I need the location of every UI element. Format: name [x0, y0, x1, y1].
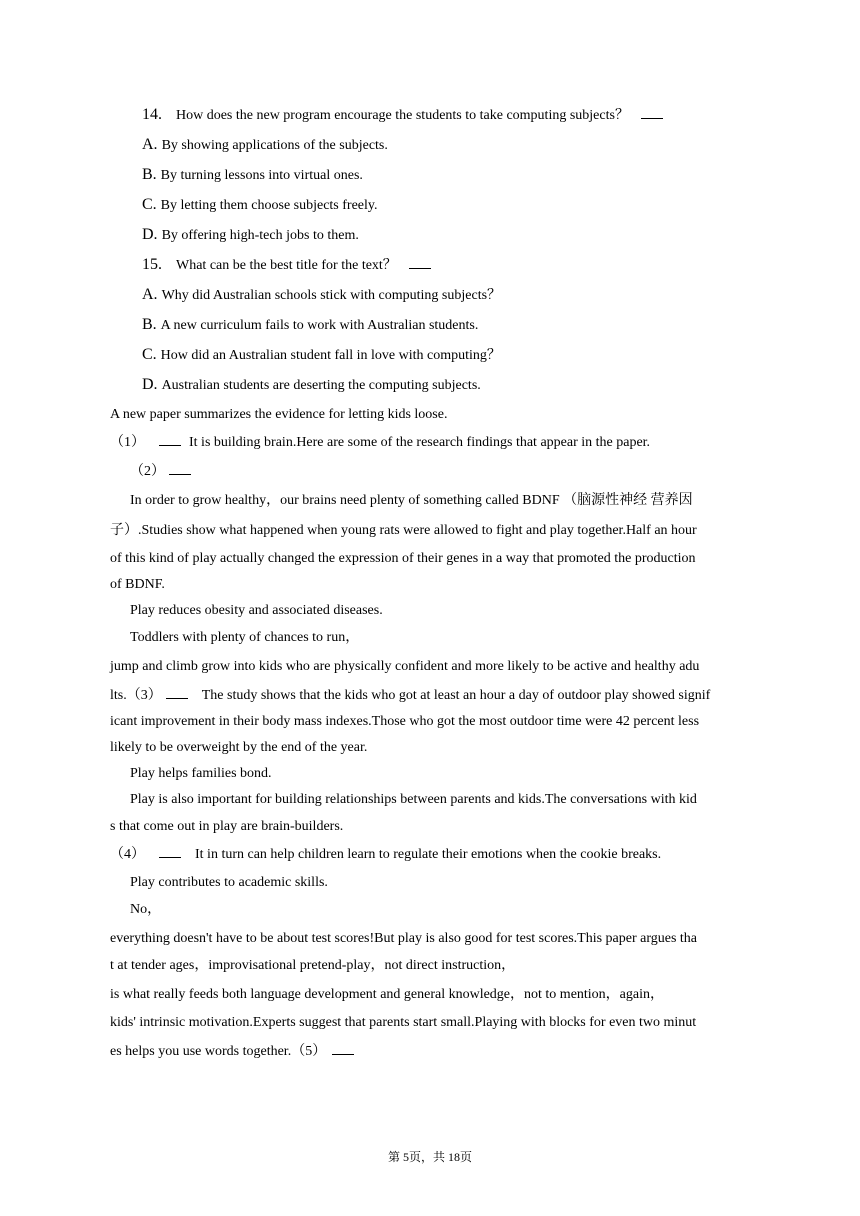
option-letter: C.	[142, 196, 157, 213]
question-number: 15.	[142, 256, 162, 273]
passage-line-blank-5	[110, 1042, 354, 1061]
option-letter: A.	[142, 136, 158, 153]
passage-line: 子）.Studies show what happened when young rats were allowed to fight and play together.Half an hour	[110, 523, 697, 538]
option-letter: C.	[142, 346, 157, 363]
passage-line: of this kind of play actually changed the expression of their genes in a way that promoted the production	[110, 551, 696, 566]
option-text: By showing applications of the subjects.	[161, 138, 388, 153]
passage-line-blank-2	[130, 462, 191, 481]
passage-line: No，	[130, 902, 162, 917]
passage-line: kids' intrinsic motivation.Experts suggest that parents start small.Playing with blocks for even two minut	[110, 1015, 697, 1030]
question-14	[142, 106, 663, 125]
passage-line: Play is also important for building relationships between parents and kids.The conversations with kid	[130, 792, 697, 807]
option-letter: B.	[142, 316, 157, 333]
answer-blank-2[interactable]	[169, 462, 191, 475]
passage-text: It in turn can help children learn to regulate their emotions when the cookie breaks.	[195, 847, 662, 862]
question-15	[142, 256, 431, 275]
passage-line: s that come out in play are brain-builders.	[110, 819, 344, 834]
option-b	[142, 166, 363, 185]
passage-line: t at tender ages，improvisational pretend-play，not direct instruction，	[110, 958, 516, 973]
answer-blank-5[interactable]	[332, 1042, 354, 1055]
question-stem: What can be the best title for the text？	[176, 258, 397, 273]
option-text: How did an Australian student fall in love with computing？	[160, 348, 501, 363]
option-text: By letting them choose subjects freely.	[160, 198, 378, 213]
option-a	[142, 136, 388, 155]
option-letter: B.	[142, 166, 157, 183]
section-heading: Play reduces obesity and associated diseases.	[130, 603, 383, 618]
option-a	[142, 286, 501, 305]
option-c	[142, 346, 501, 365]
option-text: Why did Australian schools stick with computing subjects？	[161, 288, 502, 303]
passage-line: jump and climb grow into kids who are physically confident and more likely to be active and healthy adu	[110, 659, 700, 674]
page-number-footer: 第 5页，共 18页	[387, 1150, 472, 1164]
option-d	[142, 226, 359, 245]
passage-line: of BDNF.	[110, 577, 165, 592]
passage-line-blank-1	[110, 433, 650, 452]
section-heading: Play contributes to academic skills.	[130, 875, 328, 890]
passage-text: es helps you use words together.（5）	[110, 1044, 327, 1059]
answer-blank-1[interactable]	[159, 433, 181, 446]
passage-line-blank-3	[110, 686, 710, 705]
passage-intro: A new paper summarizes the evidence for letting kids loose.	[110, 407, 448, 422]
blank-number: （4）	[110, 847, 145, 862]
question-number: 14.	[142, 106, 162, 123]
answer-blank[interactable]	[409, 256, 431, 269]
passage-line: everything doesn't have to be about test scores!But play is also good for test scores.This paper argues tha	[110, 931, 698, 946]
option-d	[142, 376, 481, 395]
passage-line: likely to be overweight by the end of the year.	[110, 740, 368, 755]
passage-text: It is building brain.Here are some of the research findings that appear in the paper.	[189, 435, 651, 450]
answer-blank[interactable]	[641, 106, 663, 119]
option-letter: D.	[142, 376, 158, 393]
passage-line: icant improvement in their body mass indexes.Those who got the most outdoor time were 42 percent less	[110, 714, 700, 729]
option-letter: D.	[142, 226, 158, 243]
passage-line: In order to grow healthy，our brains need plenty of something called BDNF （脑源性神经 营养因	[130, 493, 693, 508]
option-text: Australian students are deserting the computing subjects.	[161, 378, 481, 393]
passage-line-blank-4	[110, 845, 661, 864]
passage-line: is what really feeds both language development and general knowledge，not to mention，again，	[110, 987, 665, 1002]
answer-blank-3[interactable]	[166, 686, 188, 699]
blank-number: （2）	[130, 464, 165, 479]
blank-number: lts.（3）	[110, 688, 162, 703]
option-text: By offering high-tech jobs to them.	[161, 228, 359, 243]
passage-text: The study shows that the kids who got at least an hour a day of outdoor play showed signif	[201, 688, 711, 703]
section-heading: Play helps families bond.	[130, 766, 272, 781]
option-letter: A.	[142, 286, 158, 303]
question-stem: How does the new program encourage the students to take computing subjects？	[176, 108, 629, 123]
option-b	[142, 316, 478, 335]
option-text: A new curriculum fails to work with Australian students.	[160, 318, 479, 333]
blank-number: （1）	[110, 435, 145, 450]
option-c	[142, 196, 378, 215]
option-text: By turning lessons into virtual ones.	[160, 168, 363, 183]
answer-blank-4[interactable]	[159, 845, 181, 858]
passage-line: Toddlers with plenty of chances to run，	[130, 630, 360, 645]
